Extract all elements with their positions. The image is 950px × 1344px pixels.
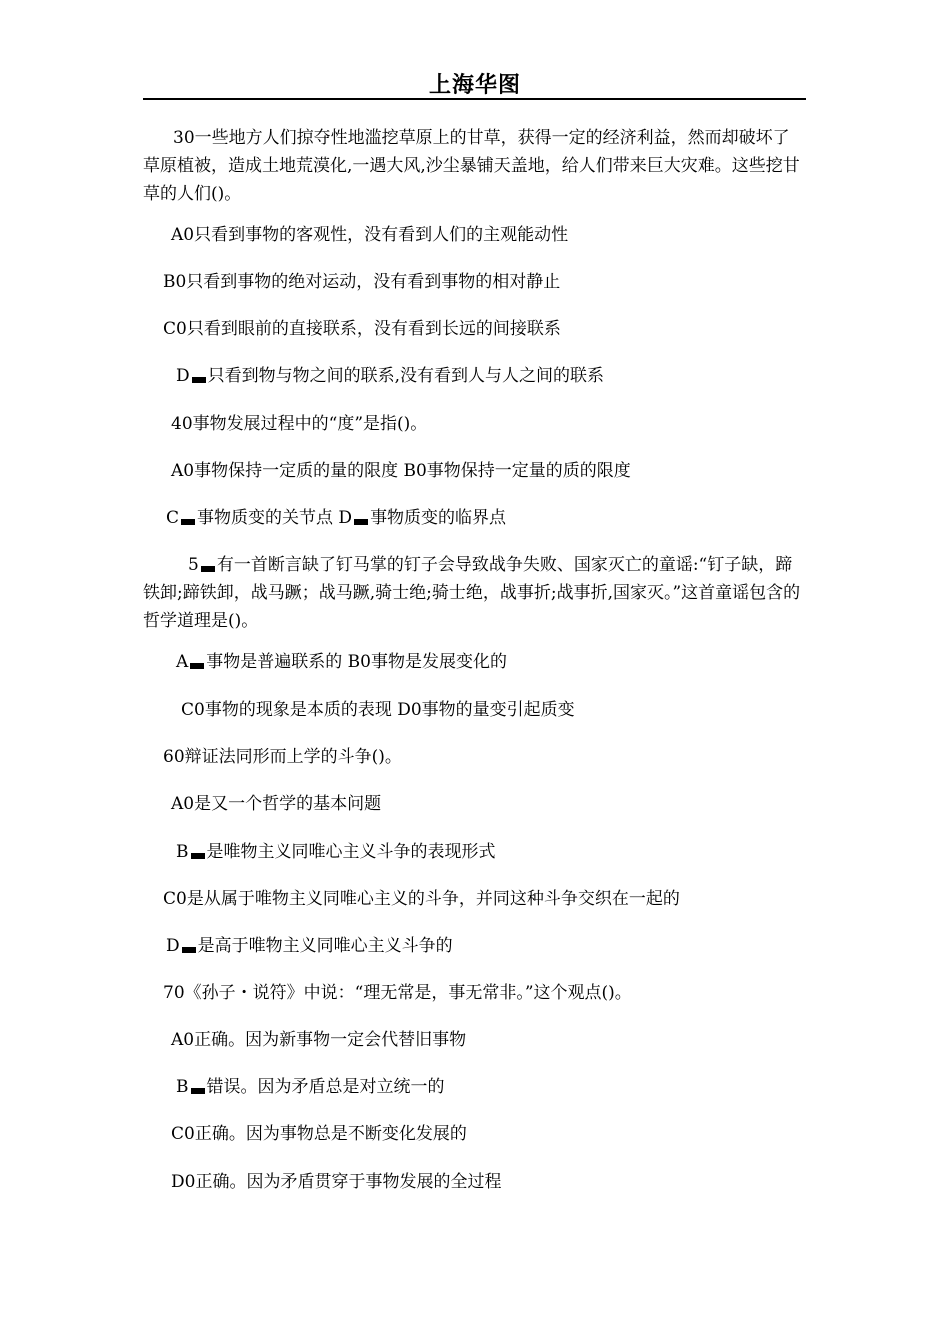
separator-mark [201, 566, 215, 572]
question-6-stem: 60辩证法同形而上学的斗争()。 [163, 747, 402, 767]
question-7-option-c: C0正确。因为事物总是不断变化发展的 [171, 1124, 467, 1144]
question-3-option-b: B0只看到事物的绝对运动，没有看到事物的相对静止 [163, 272, 561, 292]
option-letter: A [176, 652, 189, 672]
question-7-option-b [176, 1073, 839, 1101]
question-5-stem [143, 551, 806, 635]
question-7-option-d: D0正确。因为矛盾贯穿于事物发展的全过程 [171, 1172, 502, 1192]
question-7-option-a: A0正确。因为新事物一定会代替旧事物 [171, 1030, 467, 1050]
option-text: 是高于唯物主义同唯心主义斗争的 [197, 936, 453, 956]
question-6-option-c: C0是从属于唯物主义同唯心主义的斗争，并同这种斗争交织在一起的 [163, 889, 680, 909]
separator-mark [354, 519, 368, 525]
separator-mark [181, 519, 195, 525]
option-text: 是唯物主义同唯心主义斗争的表现形式 [206, 842, 496, 862]
option-text: 事物质变的临界点 [370, 508, 507, 528]
question-3-option-a: A0只看到事物的客观性，没有看到人们的主观能动性 [171, 225, 569, 245]
option-letter: B [176, 842, 189, 862]
question-6-option-d [166, 932, 829, 960]
option-text: 事物质变的关节点 D [197, 508, 353, 528]
question-3-stem-text: 30一些地方人们掠夺性地滥挖草原上的甘草，获得一定的经济利益，然而却破坏了草原植被，造成土地荒漠化,一遇大风,沙尘暴铺天盖地，给人们带来巨大灾难。这些挖甘草的人们()。 [143, 128, 800, 204]
question-3-stem [143, 124, 806, 208]
question-6-option-b [176, 838, 839, 866]
option-letter: B [176, 1077, 189, 1097]
question-5-options-cd: C0事物的现象是本质的表现 D0事物的量变引起质变 [181, 700, 575, 720]
option-text: 事物是普遍联系的 B0事物是发展变化的 [206, 652, 507, 672]
question-number: 5 [188, 555, 199, 575]
header-divider [143, 98, 806, 100]
separator-mark [192, 377, 206, 383]
separator-mark [191, 853, 205, 859]
option-text: 错误。因为矛盾总是对立统一的 [206, 1077, 445, 1097]
separator-mark [191, 1088, 205, 1094]
option-letter: C [166, 508, 180, 528]
question-6-option-a: A0是又一个哲学的基本问题 [171, 794, 382, 814]
question-4-options-cd [166, 504, 829, 532]
separator-mark [182, 947, 196, 953]
option-letter: D [166, 936, 180, 956]
question-4-stem: 40事物发展过程中的“度”是指()。 [171, 414, 428, 434]
question-3-option-c: C0只看到眼前的直接联系，没有看到长远的间接联系 [163, 319, 561, 339]
page-header-title: 上海华图 [428, 73, 521, 98]
question-3-option-d [176, 362, 839, 390]
question-5-options-ab [176, 648, 839, 676]
option-letter: D [176, 366, 190, 386]
question-4-options-ab: A0事物保持一定质的量的限度 B0事物保持一定量的质的限度 [171, 461, 631, 481]
question-7-stem: 70《孙子・说符》中说：“理无常是，事无常非。”这个观点()。 [163, 983, 632, 1003]
option-text: 只看到物与物之间的联系,没有看到人与人之间的联系 [207, 366, 605, 386]
question-5-stem-text: 有一首断言缺了钉马掌的钉子会导致战争失败、国家灭亡的童谣:“钉子缺，蹄铁卸;蹄铁卸，战马蹶；战马蹶,骑士绝;骑士绝，战事折;战事折,国家灭。”这首童谣包含的哲学道理是()。 [143, 555, 801, 631]
separator-mark [190, 663, 204, 669]
